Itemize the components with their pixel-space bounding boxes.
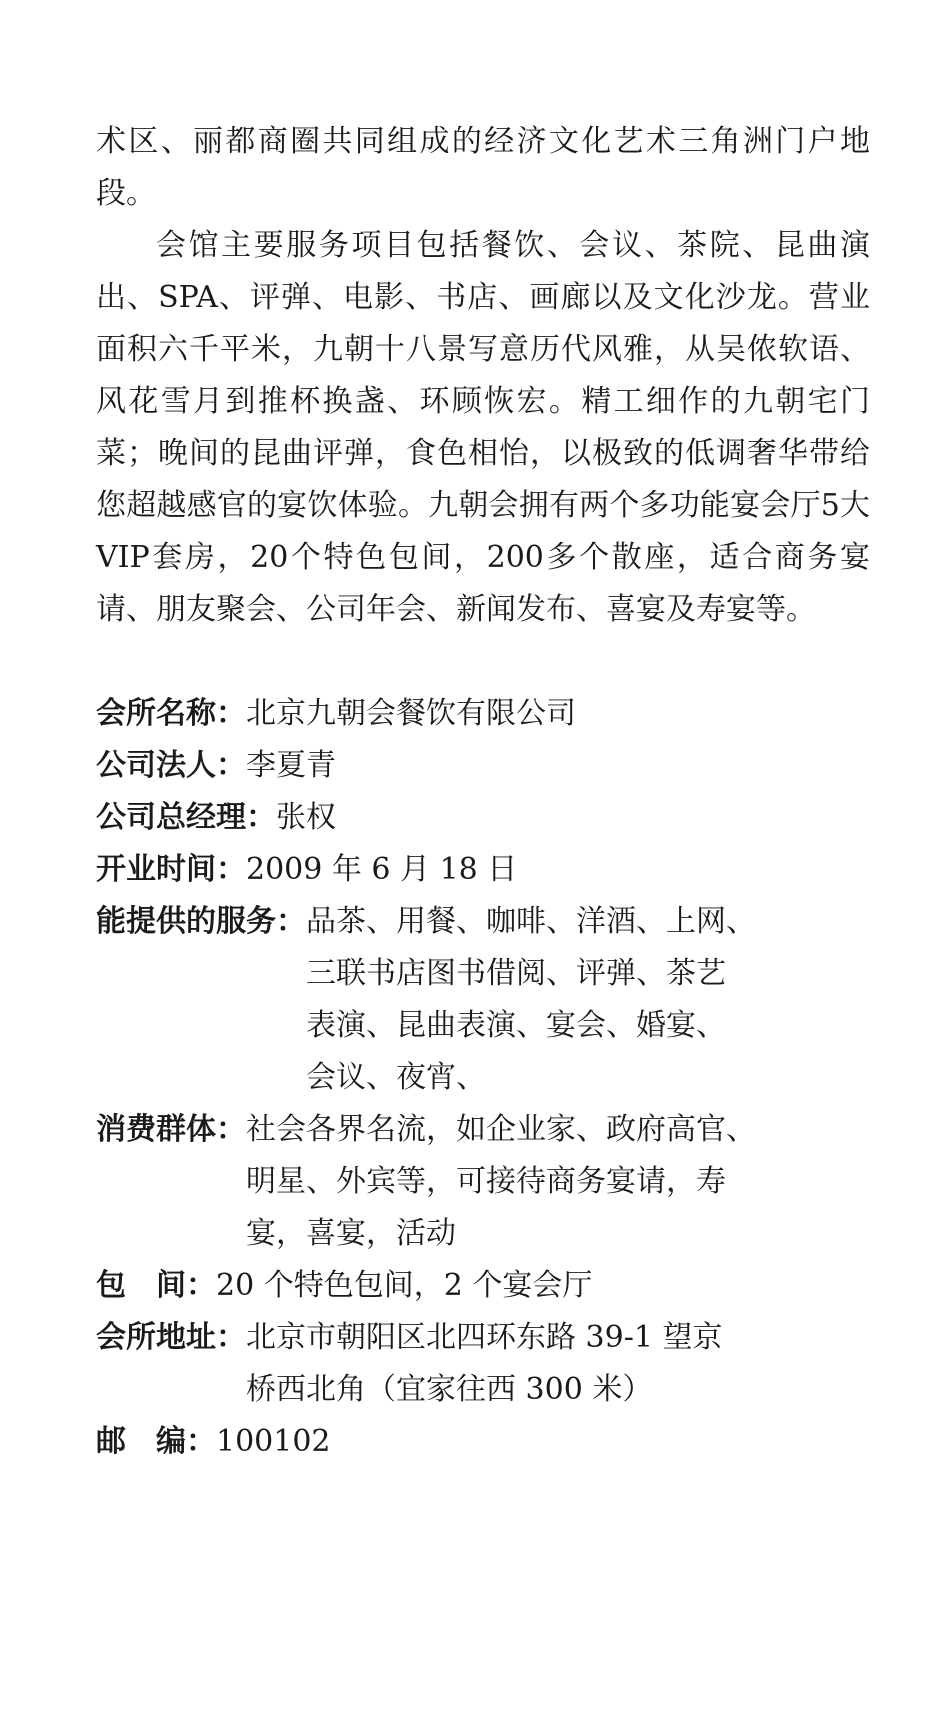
- info-row-opening-date: [96, 844, 870, 896]
- customers-value: 社会各界名流，如企业家、政府高官、 明星、外宾等，可接待商务宴请，寿 宴，喜宴，活动: [246, 1112, 756, 1251]
- name-value: 北京九朝会餐饮有限公司: [246, 696, 576, 731]
- info-row-legal-person: [96, 740, 870, 792]
- opening-date-label: 开业时间：: [96, 852, 246, 887]
- opening-date-value: 2009 年 6 月 18 日: [246, 852, 518, 887]
- general-manager-label: 公司总经理：: [96, 800, 276, 835]
- info-row-name: [96, 688, 870, 740]
- info-row-customers: [96, 1104, 870, 1260]
- legal-person-value: 李夏青: [246, 748, 336, 783]
- address-label: 会所地址：: [96, 1320, 246, 1355]
- services-value: 品茶、用餐、咖啡、洋酒、上网、 三联书店图书借阅、评弹、茶艺 表演、昆曲表演、宴会、婚宴、 会议、夜宵、: [306, 904, 756, 1095]
- legal-person-label: 公司法人：: [96, 748, 246, 783]
- info-row-services: [96, 896, 870, 1104]
- info-row-address: [96, 1312, 870, 1416]
- club-info-list: [96, 688, 870, 1468]
- name-label: 会所名称：: [96, 696, 246, 731]
- rooms-value: 20 个特色包间，2 个宴会厅: [216, 1268, 593, 1303]
- services-label: 能提供的服务：: [96, 904, 306, 939]
- intro-paragraph-2: 会馆主要服务项目包括餐饮、会议、茶院、昆曲演出、SPA、评弹、电影、书店、画廊以及文化沙龙。营业面积六千平米，九朝十八景写意历代风雅，从吴侬软语、风花雪月到推杯换盏、环顾恢宏。精工细作的九朝宅门菜；晚间的昆曲评弹，食色相怡，以极致的低调奢华带给您超越感官的宴饮体验。九朝会拥有两个多功能宴会厅5大VIP套房，20个特色包间，200多个散座，适合商务宴请、朋友聚会、公司年会、新闻发布、喜宴及寿宴等。: [96, 228, 870, 627]
- intro-paragraph-1: 术区、丽都商圈共同组成的经济文化艺术三角洲门户地段。: [96, 124, 870, 211]
- postcode-value: 100102: [216, 1424, 331, 1459]
- rooms-label: 包 间：: [96, 1268, 216, 1303]
- customers-label: 消费群体：: [96, 1112, 246, 1147]
- general-manager-value: 张权: [276, 800, 336, 835]
- postcode-label: 邮 编：: [96, 1424, 216, 1459]
- info-row-rooms: [96, 1260, 870, 1312]
- info-row-postcode: [96, 1416, 870, 1468]
- info-row-general-manager: [96, 792, 870, 844]
- address-value: 北京市朝阳区北四环东路 39-1 望京 桥西北角（宜家往西 300 米）: [246, 1320, 723, 1407]
